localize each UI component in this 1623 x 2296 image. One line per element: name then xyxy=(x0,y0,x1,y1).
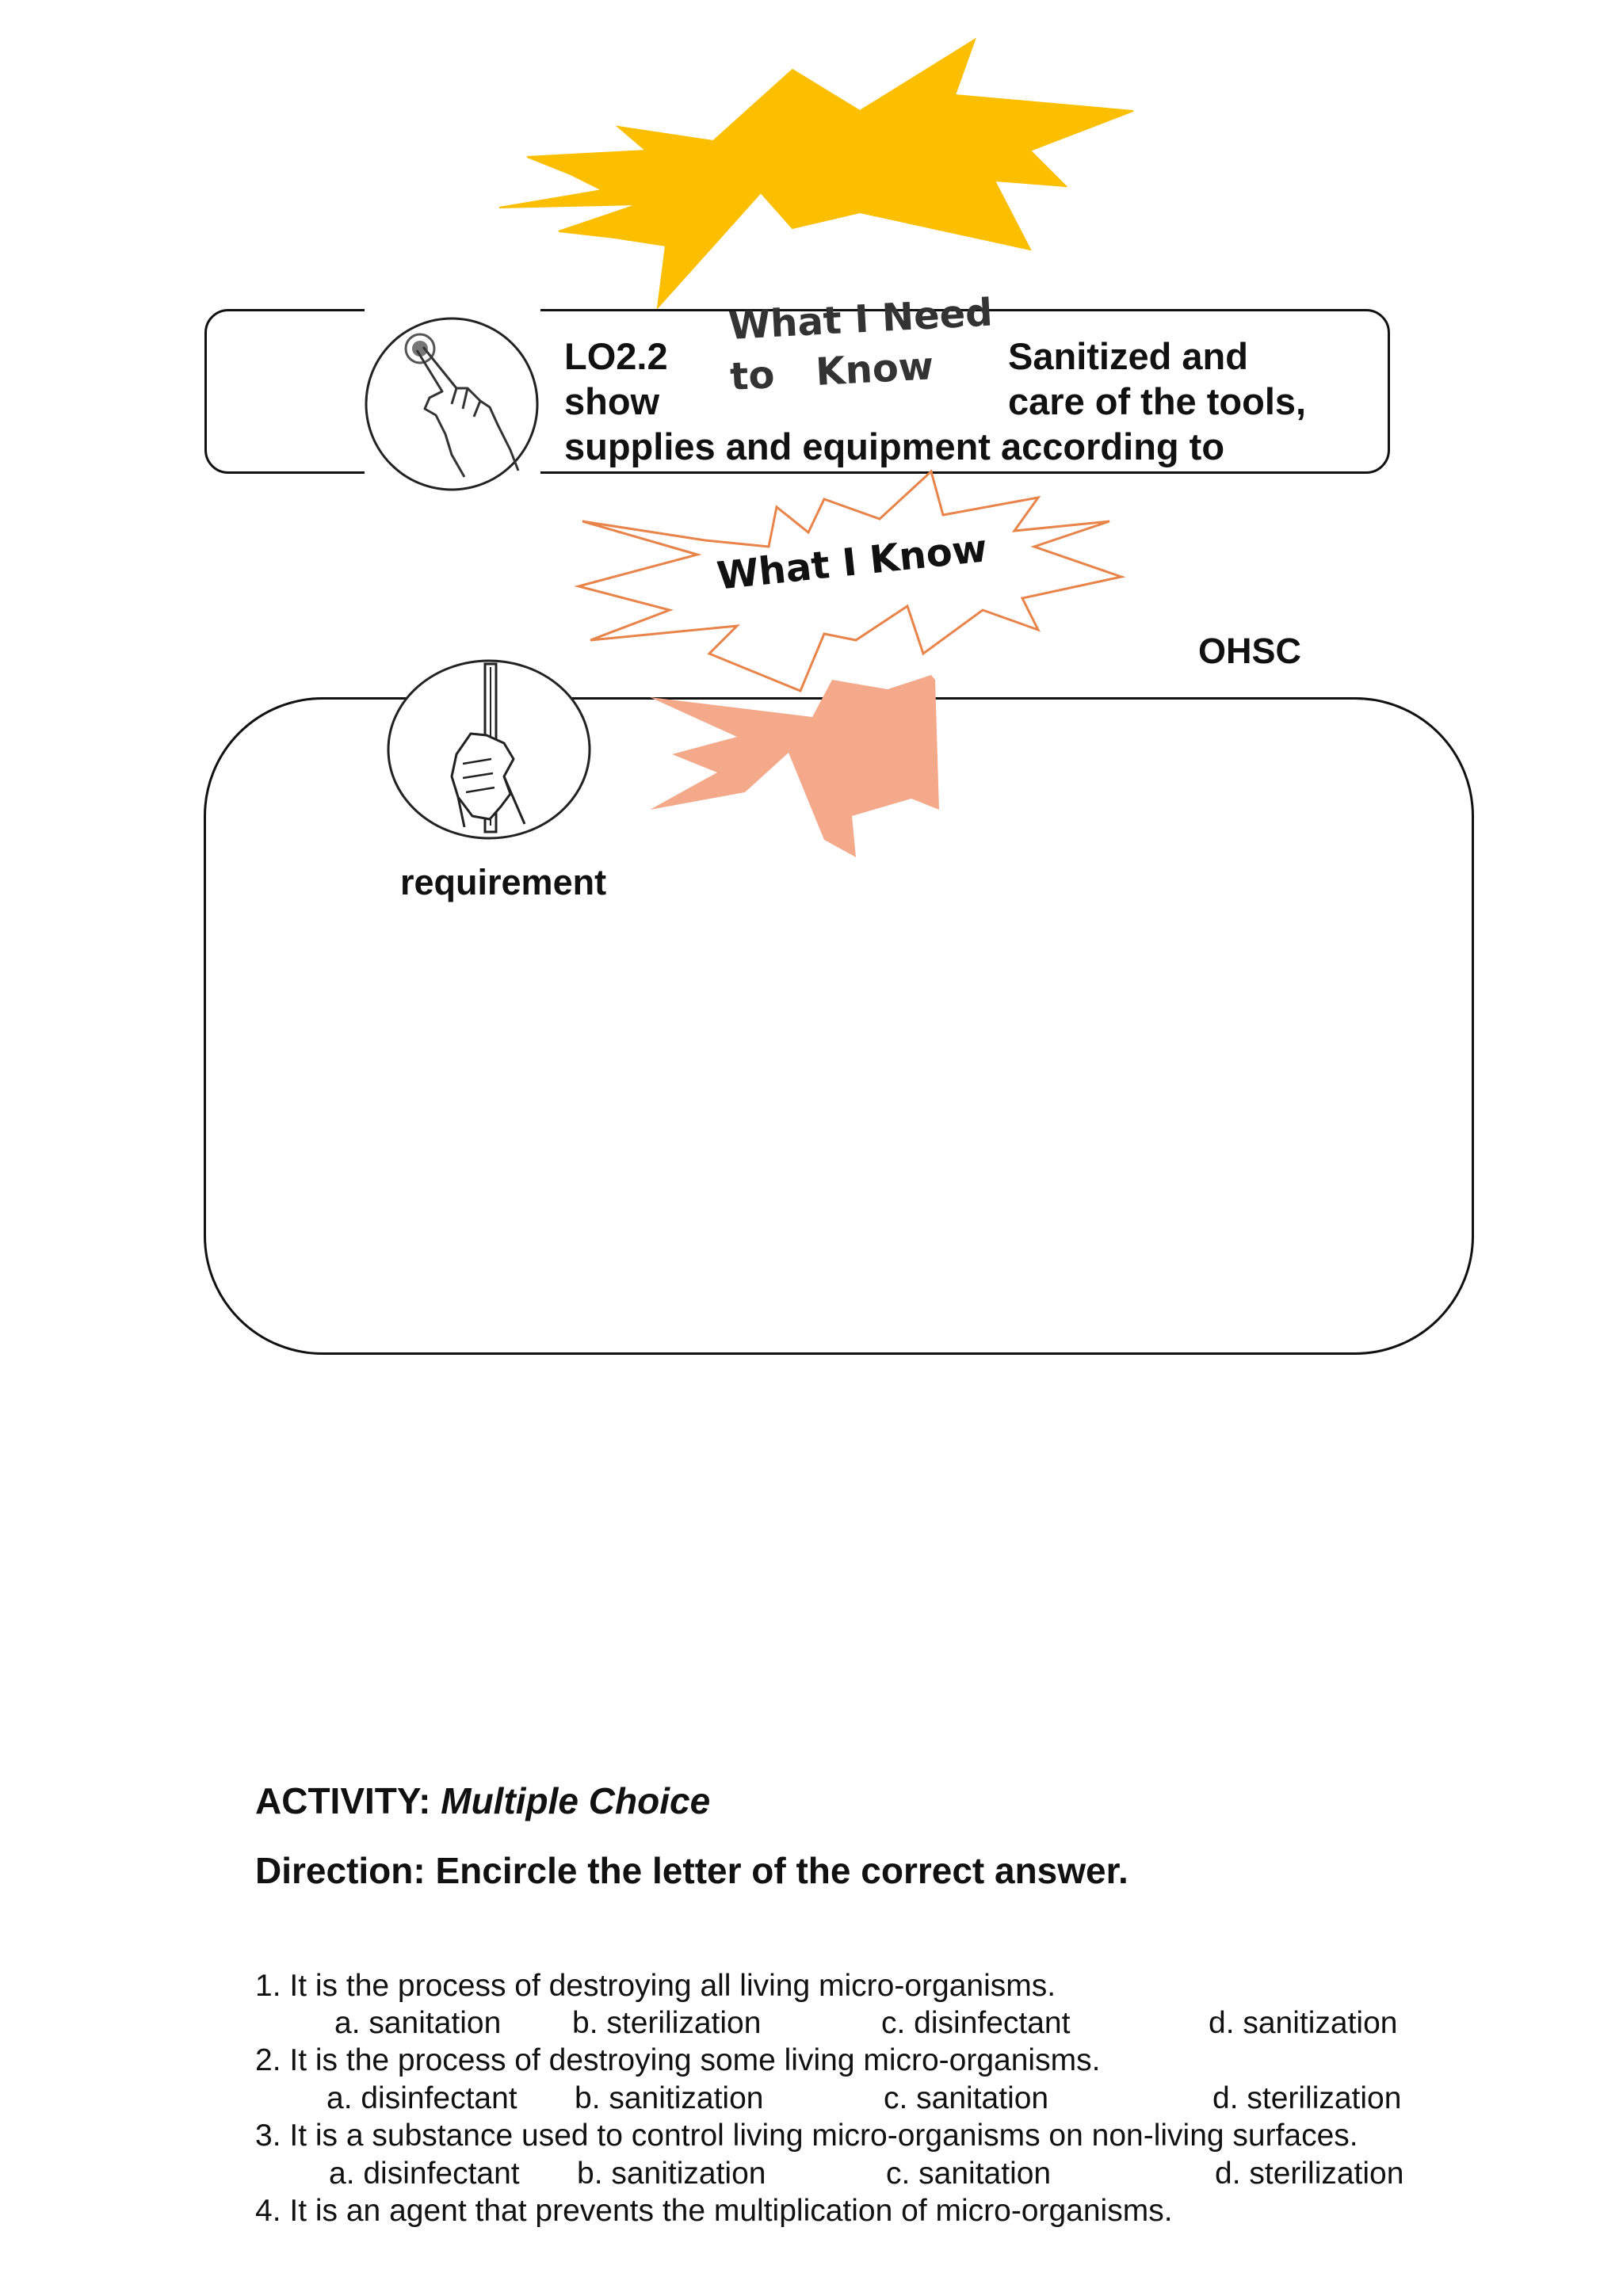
q3-option-c[interactable]: c. sanitation xyxy=(886,2157,1052,2191)
salmon-starburst xyxy=(0,0,1623,951)
direction-text: Direction: Encircle the letter of the correct answer. xyxy=(255,1850,1128,1891)
requirement-label: requirement xyxy=(400,862,607,902)
q1-option-c[interactable]: c. disinfectant xyxy=(881,2006,1071,2040)
sticker-know: Know xyxy=(815,344,935,395)
activity-label: ACTIVITY: xyxy=(255,1780,431,1821)
lo-word-show: show xyxy=(564,380,660,422)
hand-holding-pencil-icon xyxy=(385,658,593,840)
q1-option-d[interactable]: d. sanitization xyxy=(1209,2006,1398,2040)
q2-option-c[interactable]: c. sanitation xyxy=(884,2081,1049,2115)
question-4: 4. It is an agent that prevents the multiplication of micro-organisms. xyxy=(255,2194,1173,2228)
question-2: 2. It is the process of destroying some living micro-organisms. xyxy=(255,2043,1101,2077)
q2-option-d[interactable]: d. sterilization xyxy=(1212,2081,1402,2115)
q3-option-a[interactable]: a. disinfectant xyxy=(329,2157,520,2191)
lo-right-line1: Sanitized and xyxy=(1008,335,1248,377)
activity-heading xyxy=(255,1779,710,1822)
q2-option-b[interactable]: b. sanitization xyxy=(575,2081,764,2115)
q3-option-b[interactable]: b. sanitization xyxy=(577,2157,766,2191)
sticker-what-i-need: What I Need xyxy=(727,290,994,349)
lo-right-line2: care of the tools, xyxy=(1008,380,1307,422)
q1-option-b[interactable]: b. sterilization xyxy=(572,2006,762,2040)
q3-option-d[interactable]: d. sterilization xyxy=(1215,2157,1404,2191)
question-1: 1. It is the process of destroying all living micro-organisms. xyxy=(255,1969,1056,2003)
q1-option-a[interactable]: a. sanitation xyxy=(334,2006,502,2040)
sticker-to: to xyxy=(729,353,776,399)
sticker-what-i-know: What I Know xyxy=(715,526,990,599)
activity-title: Multiple Choice xyxy=(441,1780,711,1821)
ohsc-label: OHSC xyxy=(1198,631,1302,671)
q2-option-a[interactable]: a. disinfectant xyxy=(327,2081,517,2115)
question-3: 3. It is a substance used to control living micro-organisms on non-living surfaces. xyxy=(255,2119,1358,2153)
lo-code: LO2.2 xyxy=(564,335,668,377)
lo-line3: supplies and equipment according to xyxy=(564,425,1225,467)
